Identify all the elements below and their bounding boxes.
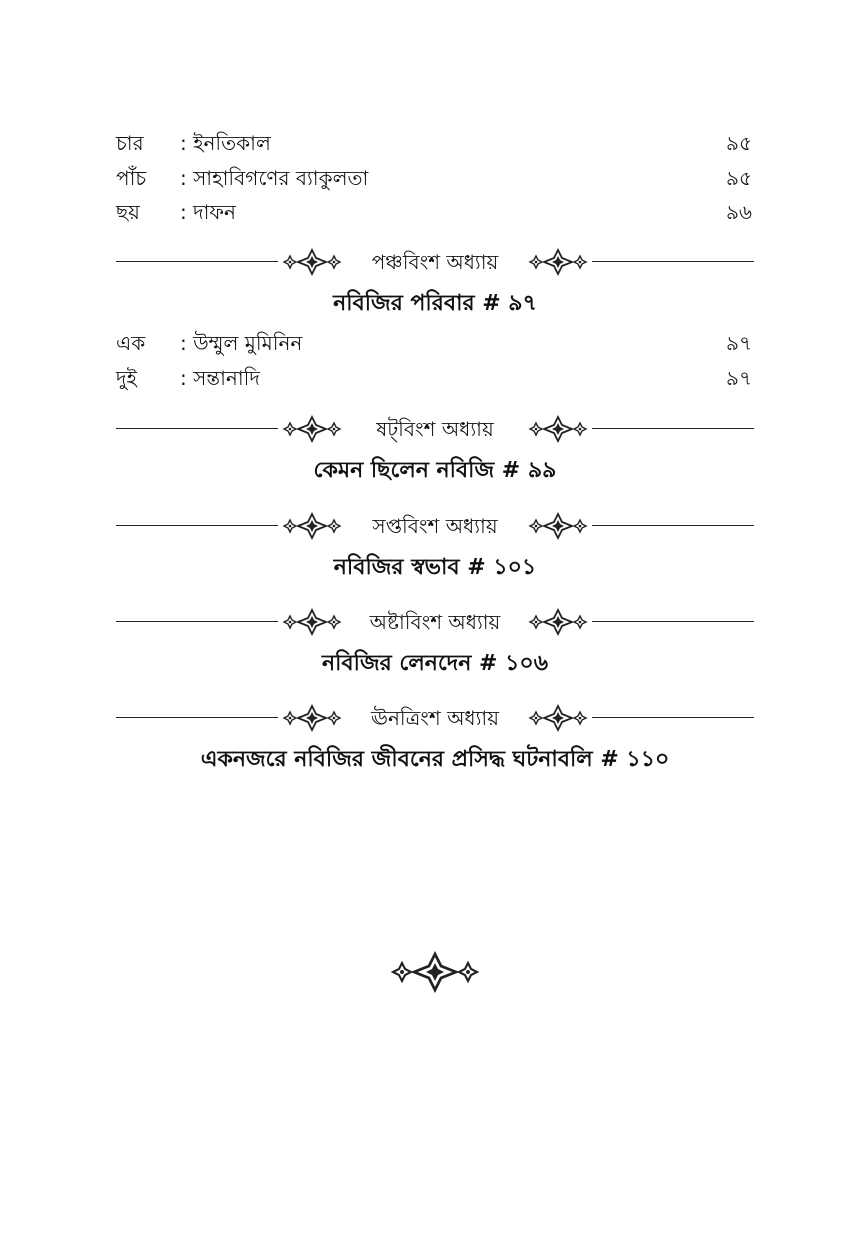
divider-rule — [116, 428, 278, 429]
toc-entry — [116, 328, 752, 358]
entry-number: ছয় — [116, 200, 140, 224]
ornament-icon — [526, 415, 590, 443]
chapter-title: নবিজির স্বভাব # ১০১ — [333, 555, 537, 580]
chapter-title: কেমন ছিলেন নবিজি # ৯৯ — [313, 458, 557, 483]
ornament-icon — [280, 512, 344, 540]
ornament-icon — [280, 415, 344, 443]
chapter-title: নবিজির পরিবার # ৯৭ — [333, 291, 537, 316]
end-ornament-icon — [387, 950, 483, 994]
chapter-heading: সপ্তবিংশ অধ্যায় — [372, 514, 498, 538]
ornament-icon — [526, 704, 590, 732]
chapter-heading: ঊনত্রিংশ অধ্যায় — [370, 706, 500, 730]
entry-title: : সাহাবিগণের ব্যাকুলতা — [180, 166, 369, 190]
divider-rule — [592, 428, 754, 429]
toc-entry — [116, 363, 752, 393]
entry-page: ৯৫ — [726, 131, 752, 155]
divider-rule — [116, 717, 278, 718]
divider-rule — [592, 261, 754, 262]
divider-rule — [592, 717, 754, 718]
entry-title: : উম্মুল মুমিনিন — [180, 331, 303, 355]
divider-rule — [116, 621, 278, 622]
entry-title: : দাফন — [180, 200, 236, 224]
chapter-title: একনজরে নবিজির জীবনের প্রসিদ্ধ ঘটনাবলি # ১১০ — [200, 747, 670, 772]
chapter-divider — [116, 509, 754, 543]
entry-title: : সন্তানাদি — [180, 366, 260, 390]
entry-page: ৯৬ — [726, 200, 752, 224]
entry-page: ৯৭ — [726, 331, 752, 355]
chapter-divider — [116, 245, 754, 279]
chapter-heading: পঞ্চবিংশ অধ্যায় — [371, 250, 499, 274]
toc-entry — [116, 163, 752, 193]
ornament-icon — [280, 248, 344, 276]
entry-title: : ইনতিকাল — [180, 131, 271, 155]
divider-rule — [592, 525, 754, 526]
chapter-heading: অষ্টাবিংশ অধ্যায় — [369, 610, 501, 634]
ornament-icon — [526, 608, 590, 636]
chapter-title: নবিজির লেনদেন # ১০৬ — [321, 651, 549, 676]
ornament-icon — [280, 608, 344, 636]
entry-page: ৯৭ — [726, 366, 752, 390]
entry-number: দুই — [116, 366, 137, 390]
chapter-divider — [116, 412, 754, 446]
entry-page: ৯৫ — [726, 166, 752, 190]
toc-entry — [116, 128, 752, 158]
ornament-icon — [526, 512, 590, 540]
divider-rule — [592, 621, 754, 622]
divider-rule — [116, 525, 278, 526]
entry-number: চার — [116, 131, 144, 155]
chapter-heading: ষট্‌বিংশ অধ্যায় — [376, 417, 494, 441]
entry-number: এক — [116, 331, 146, 355]
chapter-divider — [116, 605, 754, 639]
entry-number: পাঁচ — [116, 166, 147, 190]
toc-entry — [116, 197, 752, 227]
ornament-icon — [526, 248, 590, 276]
chapter-divider — [116, 701, 754, 735]
divider-rule — [116, 261, 278, 262]
ornament-icon — [280, 704, 344, 732]
